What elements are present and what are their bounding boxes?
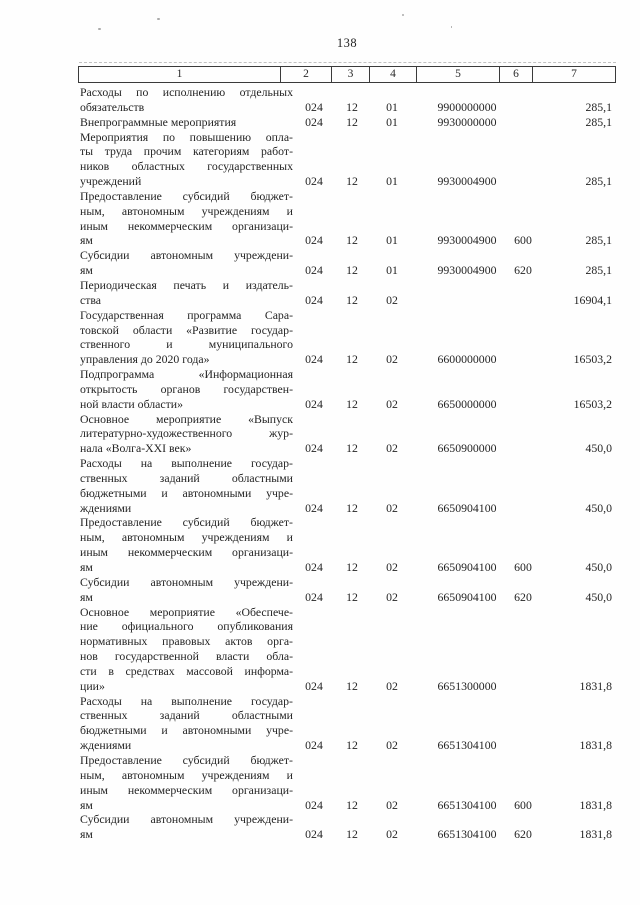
cell-amount: 450,0 bbox=[585, 500, 612, 515]
column-header-2: 2 bbox=[281, 66, 332, 83]
cell-amount: 1831,8 bbox=[579, 738, 612, 753]
cell-target-article-code: 6600000000 bbox=[437, 352, 497, 367]
row-label-line: ным, автономным учреждениям и bbox=[80, 767, 293, 782]
table-row bbox=[78, 412, 616, 457]
row-label bbox=[78, 248, 295, 278]
cell-amount: 285,1 bbox=[585, 263, 612, 278]
cell-subsection-code: 02 bbox=[386, 797, 398, 812]
cell-grbs-code: 024 bbox=[305, 396, 323, 411]
row-label bbox=[78, 412, 295, 457]
cell-target-article-code: 6651304100 bbox=[437, 738, 497, 753]
row-label bbox=[78, 456, 295, 515]
row-label-line: ям bbox=[80, 233, 93, 248]
row-label-line: товской области «Развитие государ- bbox=[80, 322, 293, 337]
row-label-line: ным, автономным учреждениям и bbox=[80, 203, 293, 218]
scan-artifact-line bbox=[79, 62, 616, 63]
row-label-line: нов государственной власти обла- bbox=[80, 649, 293, 664]
row-label-line: сти в средствах массовой информа- bbox=[80, 663, 293, 678]
cell-subsection-code: 02 bbox=[386, 441, 398, 456]
row-label-line: Периодическая печать и издатель- bbox=[80, 277, 293, 292]
row-label-line: бюджетными и автономными учре- bbox=[80, 485, 293, 500]
row-label-line: обязательств bbox=[80, 99, 145, 114]
cell-grbs-code: 024 bbox=[305, 352, 323, 367]
row-label-line: Предоставление субсидий бюджет- bbox=[80, 188, 293, 203]
cell-amount: 285,1 bbox=[585, 99, 612, 114]
table-row bbox=[78, 308, 616, 367]
row-label-line: Внепрограммные мероприятия bbox=[80, 114, 237, 129]
table-row bbox=[78, 812, 616, 842]
row-label-line: ственного и муниципального bbox=[80, 337, 293, 352]
cell-section-code: 12 bbox=[346, 738, 358, 753]
table-row bbox=[78, 605, 616, 694]
row-label-line: Предоставление субсидий бюджет- bbox=[80, 515, 293, 530]
cell-expense-type-code: 600 bbox=[514, 560, 532, 574]
row-label-line: ям bbox=[80, 560, 93, 574]
row-label-line: ние официального опубликования bbox=[80, 619, 293, 634]
table-row bbox=[78, 85, 616, 115]
row-label-line: иным некоммерческим организаци- bbox=[80, 782, 293, 797]
row-label-line: ждениями bbox=[80, 738, 132, 753]
table-row bbox=[78, 278, 616, 308]
cell-expense-type-code: 600 bbox=[514, 797, 532, 812]
row-label-line: бюджетными и автономными учре- bbox=[80, 723, 293, 738]
row-label-line: Субсидии автономным учреждени- bbox=[80, 812, 293, 827]
cell-expense-type-code: 600 bbox=[514, 233, 532, 248]
cell-grbs-code: 024 bbox=[305, 560, 323, 574]
row-label-line: ным, автономным учреждениям и bbox=[80, 530, 293, 545]
cell-section-code: 12 bbox=[346, 352, 358, 367]
cell-section-code: 12 bbox=[346, 174, 358, 189]
cell-subsection-code: 01 bbox=[386, 174, 398, 189]
column-header-1: 1 bbox=[78, 66, 281, 83]
cell-subsection-code: 02 bbox=[386, 396, 398, 411]
row-label-line: ственных заданий областными bbox=[80, 708, 293, 723]
cell-subsection-code: 02 bbox=[386, 738, 398, 753]
row-label-line: ции» bbox=[80, 678, 105, 693]
table-row bbox=[78, 575, 616, 605]
row-label bbox=[78, 694, 295, 753]
cell-grbs-code: 024 bbox=[305, 500, 323, 515]
scan-speck bbox=[157, 18, 160, 20]
cell-target-article-code: 6651304100 bbox=[437, 827, 497, 842]
cell-target-article-code: 6650904100 bbox=[437, 589, 497, 604]
cell-target-article-code: 6650000000 bbox=[437, 396, 497, 411]
cell-grbs-code: 024 bbox=[305, 827, 323, 842]
cell-subsection-code: 02 bbox=[386, 352, 398, 367]
cell-subsection-code: 02 bbox=[386, 589, 398, 604]
cell-section-code: 12 bbox=[346, 589, 358, 604]
table-row bbox=[78, 367, 616, 412]
cell-section-code: 12 bbox=[346, 233, 358, 248]
cell-expense-type-code: 620 bbox=[514, 827, 532, 842]
cell-subsection-code: 02 bbox=[386, 500, 398, 515]
cell-section-code: 12 bbox=[346, 99, 358, 114]
cell-amount: 285,1 bbox=[585, 233, 612, 248]
table-header-row bbox=[78, 66, 616, 83]
cell-amount: 450,0 bbox=[585, 441, 612, 456]
row-label-line: ждениями bbox=[80, 500, 132, 515]
cell-section-code: 12 bbox=[346, 797, 358, 812]
cell-section-code: 12 bbox=[346, 500, 358, 515]
cell-amount: 1831,8 bbox=[579, 827, 612, 842]
cell-grbs-code: 024 bbox=[305, 174, 323, 189]
cell-section-code: 12 bbox=[346, 114, 358, 129]
cell-expense-type-code: 620 bbox=[514, 589, 532, 604]
row-label-line: нормативных правовых актов орга- bbox=[80, 634, 293, 649]
cell-section-code: 12 bbox=[346, 441, 358, 456]
row-label bbox=[78, 367, 295, 412]
cell-subsection-code: 02 bbox=[386, 560, 398, 574]
row-label-line: ям bbox=[80, 589, 93, 604]
cell-subsection-code: 01 bbox=[386, 233, 398, 248]
cell-grbs-code: 024 bbox=[305, 233, 323, 248]
column-header-5: 5 bbox=[417, 66, 500, 83]
cell-section-code: 12 bbox=[346, 678, 358, 693]
cell-subsection-code: 02 bbox=[386, 827, 398, 842]
row-label-line: ства bbox=[80, 292, 102, 307]
cell-expense-type-code: 620 bbox=[514, 263, 532, 278]
row-label bbox=[78, 278, 295, 308]
cell-section-code: 12 bbox=[346, 292, 358, 307]
cell-amount: 16904,1 bbox=[573, 292, 612, 307]
cell-grbs-code: 024 bbox=[305, 589, 323, 604]
row-label bbox=[78, 85, 295, 115]
cell-amount: 1831,8 bbox=[579, 678, 612, 693]
row-label bbox=[78, 575, 295, 605]
cell-amount: 16503,2 bbox=[573, 396, 612, 411]
cell-section-code: 12 bbox=[346, 827, 358, 842]
cell-target-article-code: 9930000000 bbox=[437, 114, 497, 129]
cell-amount: 450,0 bbox=[585, 589, 612, 604]
scan-speck bbox=[402, 14, 404, 16]
row-label-line: ной власти области» bbox=[80, 396, 183, 411]
row-label-line: открытость органов государствен- bbox=[80, 381, 293, 396]
row-label-line: иным некоммерческим организаци- bbox=[80, 545, 293, 560]
table-row bbox=[78, 694, 616, 753]
row-label-line: ты труда прочим категориям работ- bbox=[80, 144, 293, 159]
row-label bbox=[78, 812, 295, 842]
row-label-line: Подпрограмма «Информационная bbox=[80, 367, 293, 382]
row-label-line: Основное мероприятие «Выпуск bbox=[80, 411, 293, 426]
table-row bbox=[78, 189, 616, 248]
row-label bbox=[78, 753, 295, 812]
row-label-line: Субсидии автономным учреждени- bbox=[80, 574, 293, 589]
row-label-line: Основное мероприятие «Обеспече- bbox=[80, 604, 293, 619]
cell-section-code: 12 bbox=[346, 560, 358, 574]
column-header-7: 7 bbox=[533, 66, 616, 83]
cell-grbs-code: 024 bbox=[305, 738, 323, 753]
cell-target-article-code: 9900000000 bbox=[437, 99, 497, 114]
cell-target-article-code: 6651304100 bbox=[437, 797, 497, 812]
cell-section-code: 12 bbox=[346, 263, 358, 278]
cell-subsection-code: 02 bbox=[386, 292, 398, 307]
cell-target-article-code: 6650904100 bbox=[437, 500, 497, 515]
cell-target-article-code: 9930004900 bbox=[437, 263, 497, 278]
page-number: 138 bbox=[336, 36, 358, 50]
table-row bbox=[78, 248, 616, 278]
cell-subsection-code: 01 bbox=[386, 114, 398, 129]
column-header-3: 3 bbox=[332, 66, 370, 83]
row-label-line: Государственная программа Сара- bbox=[80, 307, 293, 322]
cell-grbs-code: 024 bbox=[305, 263, 323, 278]
cell-subsection-code: 01 bbox=[386, 99, 398, 114]
cell-grbs-code: 024 bbox=[305, 678, 323, 693]
row-label bbox=[78, 115, 295, 130]
cell-section-code: 12 bbox=[346, 396, 358, 411]
row-label-line: управления до 2020 года» bbox=[80, 352, 210, 367]
row-label-line: ственных заданий областными bbox=[80, 470, 293, 485]
table-body bbox=[78, 85, 616, 842]
row-label-line: Мероприятия по повышению опла- bbox=[80, 129, 293, 144]
table-row bbox=[78, 753, 616, 812]
table-row bbox=[78, 115, 616, 130]
row-label bbox=[78, 515, 295, 574]
cell-amount: 285,1 bbox=[585, 114, 612, 129]
budget-table bbox=[78, 66, 616, 842]
cell-target-article-code: 9930004900 bbox=[437, 174, 497, 189]
cell-grbs-code: 024 bbox=[305, 114, 323, 129]
table-row bbox=[78, 130, 616, 189]
cell-subsection-code: 01 bbox=[386, 263, 398, 278]
row-label-line: ям bbox=[80, 263, 93, 278]
cell-amount: 1831,8 bbox=[579, 797, 612, 812]
cell-subsection-code: 02 bbox=[386, 678, 398, 693]
scan-speck bbox=[98, 28, 101, 30]
row-label-line: ям bbox=[80, 797, 93, 812]
row-label-line: Субсидии автономным учреждени- bbox=[80, 248, 293, 263]
scan-speck bbox=[451, 26, 452, 28]
row-label bbox=[78, 130, 295, 189]
cell-target-article-code: 9930004900 bbox=[437, 233, 497, 248]
row-label-line: нала «Волга-XXI век» bbox=[80, 441, 192, 456]
row-label bbox=[78, 308, 295, 367]
cell-grbs-code: 024 bbox=[305, 99, 323, 114]
row-label-line: ников областных государственных bbox=[80, 159, 293, 174]
cell-target-article-code: 6650900000 bbox=[437, 441, 497, 456]
cell-target-article-code: 6650904100 bbox=[437, 560, 497, 574]
row-label-line: Расходы по исполнению отдельных bbox=[80, 85, 293, 99]
cell-target-article-code: 6651300000 bbox=[437, 678, 497, 693]
row-label-line: ям bbox=[80, 827, 93, 842]
row-label-line: учреждений bbox=[80, 174, 142, 189]
cell-amount: 16503,2 bbox=[573, 352, 612, 367]
column-header-4: 4 bbox=[370, 66, 417, 83]
row-label bbox=[78, 605, 295, 694]
cell-grbs-code: 024 bbox=[305, 797, 323, 812]
cell-amount: 450,0 bbox=[585, 560, 612, 574]
table-row bbox=[78, 456, 616, 515]
row-label-line: Расходы на выполнение государ- bbox=[80, 693, 293, 708]
row-label-line: Предоставление субсидий бюджет- bbox=[80, 752, 293, 767]
row-label-line: литературно-художественного жур- bbox=[80, 426, 293, 441]
row-label-line: иным некоммерческим организаци- bbox=[80, 218, 293, 233]
cell-grbs-code: 024 bbox=[305, 441, 323, 456]
cell-grbs-code: 024 bbox=[305, 292, 323, 307]
column-header-6: 6 bbox=[500, 66, 533, 83]
cell-amount: 285,1 bbox=[585, 174, 612, 189]
row-label-line: Расходы на выполнение государ- bbox=[80, 456, 293, 471]
row-label bbox=[78, 189, 295, 248]
table-row bbox=[78, 515, 616, 574]
